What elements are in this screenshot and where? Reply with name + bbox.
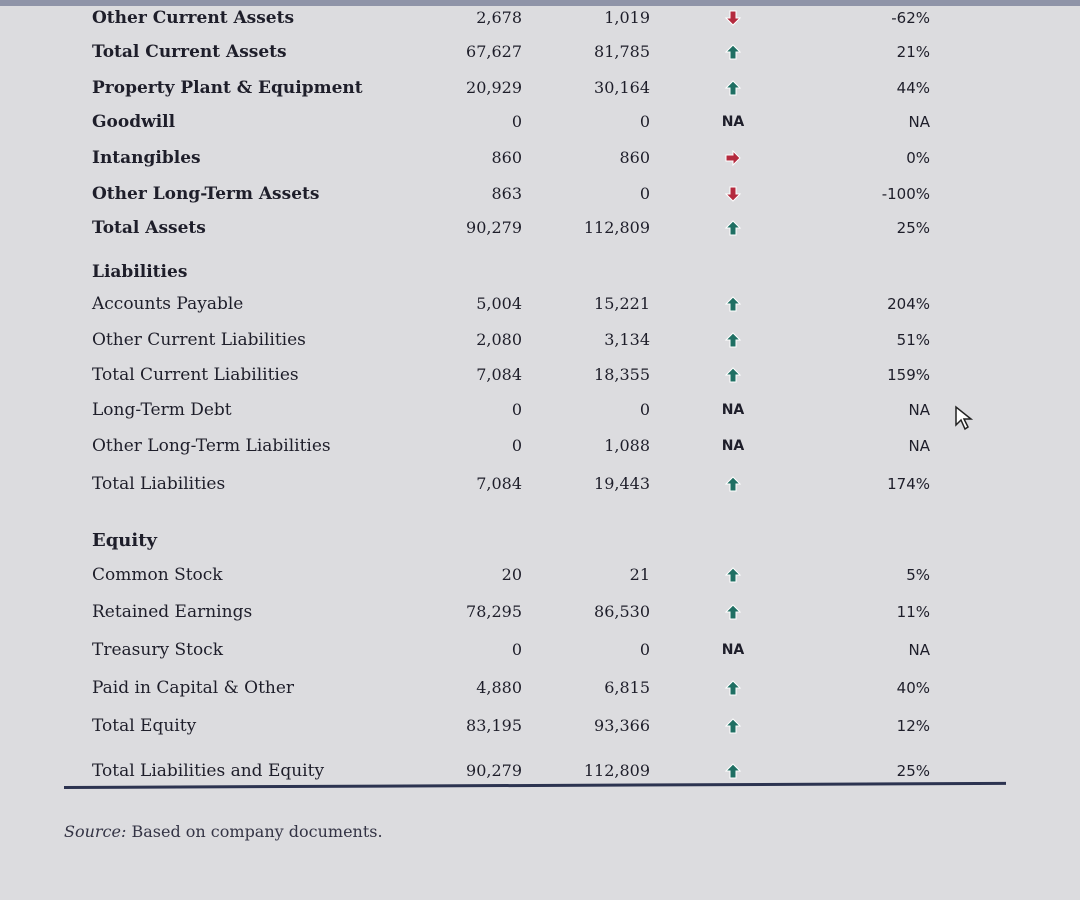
table-row [0,466,1080,502]
trend-up-arrow-icon [715,70,751,106]
table-row [0,210,1080,246]
value-current-year: 0 [639,184,650,203]
percent-change: 174% [887,475,930,493]
row-label: Paid in Capital & Other [92,678,295,698]
table-row [0,428,1080,464]
value-current-year: 860 [619,148,650,167]
section-title-equity: Equity [92,530,158,551]
table-row [0,176,1080,212]
trend-up-arrow-icon [715,210,751,246]
mouse-pointer-icon [954,405,976,435]
value-current-year: 0 [639,112,650,131]
percent-change: 51% [896,331,930,349]
value-prior-year: 90,279 [466,218,522,237]
value-prior-year: 860 [491,148,522,167]
trend-down-arrow-icon [715,0,751,36]
trend-up-arrow-icon [715,357,751,393]
percent-change: 0% [906,149,930,167]
value-prior-year: 863 [491,184,522,203]
trend-up-arrow-icon [715,34,751,70]
table-row [0,357,1080,393]
value-current-year: 15,221 [594,294,650,313]
value-current-year: 19,443 [594,474,650,493]
value-prior-year: 20,929 [466,78,522,97]
value-current-year: 1,019 [604,8,650,27]
trend-up-arrow-icon [715,322,751,358]
table-row [0,34,1080,70]
row-label: Other Current Assets [92,8,295,28]
trend-down-arrow-icon [715,176,751,212]
value-prior-year: 2,678 [476,8,522,27]
percent-change: NA [908,641,930,659]
value-current-year: 81,785 [594,42,650,61]
value-prior-year: 67,627 [466,42,522,61]
row-label: Accounts Payable [92,294,244,314]
percent-change: 25% [896,219,930,237]
value-prior-year: 20 [501,565,522,584]
value-prior-year: 4,880 [476,678,522,697]
row-label: Total Assets [92,218,206,238]
table-row [0,670,1080,706]
value-current-year: 112,809 [583,218,650,237]
table-row [0,708,1080,744]
table-row [0,0,1080,36]
percent-change: 21% [896,43,930,61]
value-prior-year: 90,279 [466,761,522,780]
trend-up-arrow-icon [715,708,751,744]
source-prefix: Source: [64,822,127,841]
value-current-year: 21 [629,565,650,584]
value-current-year: 1,088 [604,436,650,455]
table-row [0,140,1080,176]
trend-na: NA [721,438,745,454]
value-current-year: 18,355 [594,365,650,384]
trend-na: NA [721,402,745,418]
row-label: Intangibles [92,148,201,168]
trend-up-arrow-icon [715,466,751,502]
trend-na: NA [721,114,745,130]
percent-change: -100% [881,185,930,203]
table-row [0,70,1080,106]
percent-change: 40% [896,679,930,697]
value-prior-year: 0 [511,112,522,131]
value-prior-year: 0 [511,436,522,455]
value-prior-year: 7,084 [476,365,522,384]
table-row [0,392,1080,428]
value-prior-year: 0 [511,640,522,659]
row-label: Other Long-Term Liabilities [92,436,331,456]
value-current-year: 3,134 [604,330,650,349]
value-current-year: 112,809 [583,761,650,780]
section-title-liabilities: Liabilities [92,262,188,282]
trend-up-arrow-icon [715,557,751,593]
value-current-year: 30,164 [594,78,650,97]
value-current-year: 0 [639,400,650,419]
table-row [0,322,1080,358]
trend-right-arrow-icon [715,140,751,176]
value-current-year: 93,366 [594,716,650,735]
value-prior-year: 2,080 [476,330,522,349]
row-label: Total Current Liabilities [92,365,299,385]
source-note [64,822,383,841]
row-label: Total Equity [92,716,197,736]
value-prior-year: 0 [511,400,522,419]
percent-change: NA [908,437,930,455]
table-row [0,557,1080,593]
row-label: Treasury Stock [92,640,224,660]
row-label: Goodwill [92,112,176,132]
percent-change: 12% [896,717,930,735]
percent-change: 159% [887,366,930,384]
row-label: Total Liabilities [92,474,226,494]
table-row [0,104,1080,140]
row-label: Other Long-Term Assets [92,184,320,204]
row-label: Common Stock [92,565,223,585]
percent-change: 25% [896,762,930,780]
value-prior-year: 83,195 [466,716,522,735]
trend-up-arrow-icon [715,670,751,706]
percent-change: 204% [887,295,930,313]
value-prior-year: 78,295 [466,602,522,621]
row-label: Total Current Assets [92,42,287,62]
table-row [0,632,1080,668]
row-label: Property Plant & Equipment [92,78,363,98]
percent-change: 5% [906,566,930,584]
row-label: Total Liabilities and Equity [92,761,325,781]
percent-change: -62% [891,9,930,27]
trend-up-arrow-icon [715,594,751,630]
value-prior-year: 5,004 [476,294,522,313]
percent-change: 44% [896,79,930,97]
table-row [0,594,1080,630]
table-row [0,286,1080,322]
value-prior-year: 7,084 [476,474,522,493]
percent-change: 11% [896,603,930,621]
percent-change: NA [908,113,930,131]
value-current-year: 6,815 [604,678,650,697]
source-text: Based on company documents. [131,822,383,841]
percent-change: NA [908,401,930,419]
value-current-year: 0 [639,640,650,659]
row-label: Other Current Liabilities [92,330,306,350]
row-label: Retained Earnings [92,602,253,622]
trend-up-arrow-icon [715,286,751,322]
value-current-year: 86,530 [594,602,650,621]
trend-na: NA [721,642,745,658]
row-label: Long-Term Debt [92,400,232,420]
